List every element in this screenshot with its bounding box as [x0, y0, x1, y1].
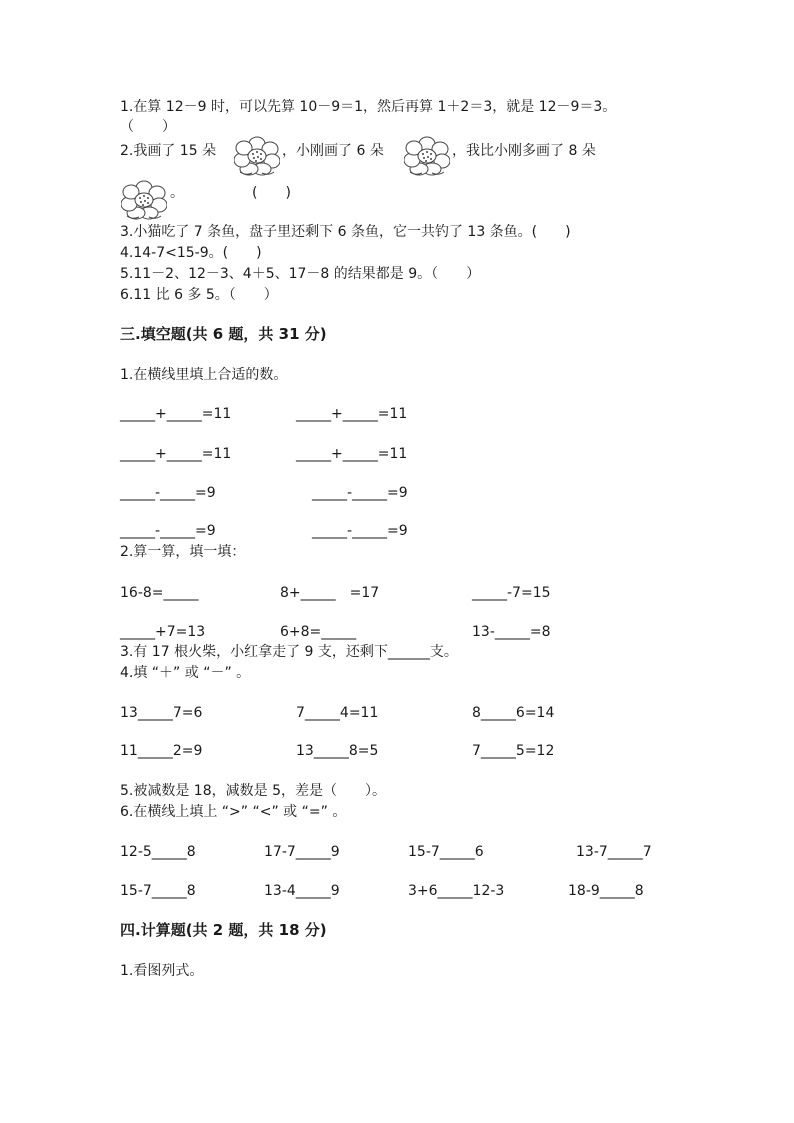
s4-q1: 1.看图列式。: [120, 963, 204, 979]
blank-equation[interactable]: _____+7=13: [120, 624, 206, 640]
blank-comparison[interactable]: 15-7_____8: [120, 883, 196, 899]
flower-icon: [404, 136, 450, 176]
blank-equation[interactable]: 8+_____ =17: [280, 585, 380, 601]
tf-q2-part-d: 。: [170, 185, 184, 201]
blank-comparison[interactable]: 13-7_____7: [576, 844, 652, 860]
blank-equation[interactable]: _____-_____=9: [312, 523, 408, 539]
s3-q5: 5.被减数是 18，减数是 5，差是（ ）。: [120, 783, 386, 799]
s3-q3: 3.有 17 根火柴，小红拿走了 9 支，还剩下______支。: [120, 644, 458, 660]
blank-equation[interactable]: 13-_____=8: [472, 624, 551, 640]
flower-icon: [234, 136, 280, 176]
blank-comparison[interactable]: 12-5_____8: [120, 844, 196, 860]
tf-q6: 6.11 比 6 多 5。（ ）: [120, 287, 278, 303]
tf-q1-paren: （ ）: [120, 119, 176, 135]
tf-q1-line1: 1.在算 12－9 时，可以先算 10－9＝1，然后再算 1＋2＝3，就是 12－9＝3。: [120, 99, 617, 115]
blank-equation[interactable]: _____-_____=9: [312, 485, 408, 501]
blank-comparison[interactable]: 15-7_____6: [408, 844, 484, 860]
blank-equation[interactable]: _____+_____=11: [120, 446, 232, 462]
blank-comparison[interactable]: 13-4_____9: [264, 883, 340, 899]
tf-q2-part-c: ，我比小刚多画了 8 朵: [452, 143, 596, 159]
tf-q3: 3.小猫吃了 7 条鱼，盘子里还剩下 6 条鱼，它一共钓了 13 条鱼。( ): [120, 224, 571, 240]
section3-title: 三.填空题(共 6 题，共 31 分): [120, 325, 327, 343]
section4-title: 四.计算题(共 2 题，共 18 分): [120, 921, 327, 939]
blank-equation[interactable]: _____-7=15: [472, 585, 551, 601]
tf-q2-paren: ( ): [252, 185, 291, 201]
blank-equation[interactable]: _____+_____=11: [296, 446, 408, 462]
tf-q2-part-a: 2.我画了 15 朵: [120, 143, 217, 159]
blank-equation[interactable]: _____+_____=11: [120, 406, 232, 422]
blank-comparison[interactable]: 18-9_____8: [568, 883, 644, 899]
s3-q2-prompt: 2.算一算，填一填：: [120, 544, 246, 560]
blank-equation[interactable]: 6+8=_____: [280, 624, 357, 640]
s3-q4-prompt: 4.填 “＋” 或 “－” 。: [120, 665, 251, 681]
blank-equation[interactable]: 16-8=_____: [120, 585, 199, 601]
blank-equation[interactable]: 11_____2=9: [120, 743, 203, 759]
blank-comparison[interactable]: 17-7_____9: [264, 844, 340, 860]
blank-comparison[interactable]: 3+6_____12-3: [408, 883, 505, 899]
flower-icon: [121, 180, 167, 220]
blank-equation[interactable]: 7_____5=12: [472, 743, 555, 759]
blank-equation[interactable]: 13_____7=6: [120, 705, 203, 721]
tf-q2-part-b: ，小刚画了 6 朵: [282, 143, 384, 159]
blank-equation[interactable]: 7_____4=11: [296, 705, 379, 721]
blank-equation[interactable]: 13_____8=5: [296, 743, 379, 759]
tf-q4: 4.14-7<15-9。( ): [120, 245, 262, 261]
s3-q1-prompt: 1.在横线里填上合适的数。: [120, 367, 288, 383]
s3-q6-prompt: 6.在横线上填上 “>” “<” 或 “=” 。: [120, 804, 347, 820]
blank-equation[interactable]: _____-_____=9: [120, 523, 216, 539]
blank-equation[interactable]: 8_____6=14: [472, 705, 555, 721]
tf-q5: 5.11－2、12－3、4＋5、17－8 的结果都是 9。（ ）: [120, 266, 481, 282]
blank-equation[interactable]: _____-_____=9: [120, 485, 216, 501]
blank-equation[interactable]: _____+_____=11: [296, 406, 408, 422]
